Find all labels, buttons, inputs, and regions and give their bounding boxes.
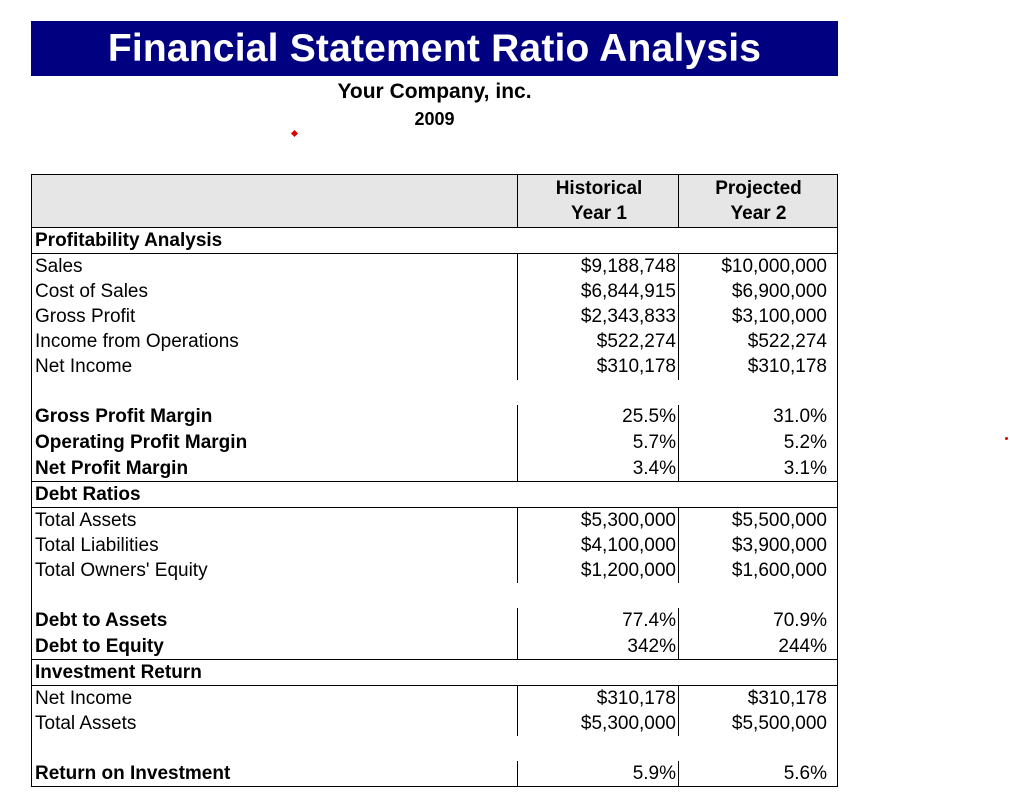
row-value-year2: $5,500,000 xyxy=(731,713,827,734)
row-value-year2: $3,900,000 xyxy=(731,535,827,556)
row-value-year1: $4,100,000 xyxy=(580,535,676,556)
row-value-year1: $310,178 xyxy=(596,688,676,709)
row-value-year2: $522,274 xyxy=(747,331,827,352)
ratio-value-year1: 5.7% xyxy=(632,432,676,453)
row-label: Sales xyxy=(35,256,83,277)
row-label: Gross Profit xyxy=(35,306,136,327)
row-value-year1: $6,844,915 xyxy=(580,281,676,302)
row-value-year2: $3,100,000 xyxy=(731,306,827,327)
row-value-year1: $2,343,833 xyxy=(580,306,676,327)
column-header-projected-line2: Year 2 xyxy=(730,203,787,224)
comment-indicator-icon xyxy=(1005,437,1008,440)
report-title: Financial Statement Ratio Analysis xyxy=(107,26,762,70)
row-label: Income from Operations xyxy=(35,331,239,352)
row-value-year2: $310,178 xyxy=(747,356,827,377)
comment-indicator-icon xyxy=(291,130,298,137)
row-value-year2: $5,500,000 xyxy=(731,510,827,531)
row-label: Total Liabilities xyxy=(35,535,159,556)
ratio-value-year2: 3.1% xyxy=(783,458,827,479)
ratio-label: Net Profit Margin xyxy=(35,458,189,479)
report-title-banner xyxy=(31,21,838,76)
ratio-value-year1: 77.4% xyxy=(622,610,676,631)
ratio-value-year1: 3.4% xyxy=(632,458,676,479)
ratio-label: Return on Investment xyxy=(35,763,231,784)
section-divider xyxy=(32,481,837,482)
section-heading-profitability: Profitability Analysis xyxy=(35,230,223,251)
ratio-value-year2: 244% xyxy=(778,636,827,657)
ratio-value-year2: 5.6% xyxy=(783,763,827,784)
row-label: Cost of Sales xyxy=(35,281,148,302)
ratio-table xyxy=(31,174,838,787)
ratio-value-year1: 25.5% xyxy=(622,406,676,427)
ratio-value-year1: 342% xyxy=(627,636,676,657)
ratio-value-year2: 5.2% xyxy=(783,432,827,453)
row-value-year2: $1,600,000 xyxy=(731,560,827,581)
row-value-year2: $10,000,000 xyxy=(721,256,827,277)
row-label: Total Assets xyxy=(35,713,137,734)
row-value-year1: $522,274 xyxy=(596,331,676,352)
row-value-year2: $6,900,000 xyxy=(731,281,827,302)
column-divider xyxy=(517,175,518,227)
section-heading-debt: Debt Ratios xyxy=(35,484,141,505)
row-label: Net Income xyxy=(35,356,133,377)
row-label: Total Assets xyxy=(35,510,137,531)
ratio-value-year2: 31.0% xyxy=(773,406,827,427)
row-value-year1: $5,300,000 xyxy=(580,713,676,734)
ratio-label: Gross Profit Margin xyxy=(35,406,213,427)
column-header-historical-line1: Historical xyxy=(555,178,643,199)
ratio-label: Operating Profit Margin xyxy=(35,432,248,453)
row-value-year1: $5,300,000 xyxy=(580,510,676,531)
row-value-year1: $9,188,748 xyxy=(580,256,676,277)
section-heading-investment: Investment Return xyxy=(35,662,202,683)
row-label: Total Owners' Equity xyxy=(35,560,208,581)
column-header-historical-line2: Year 1 xyxy=(571,203,627,224)
ratio-label: Debt to Equity xyxy=(35,636,164,657)
row-label: Net Income xyxy=(35,688,133,709)
company-name: Your Company, inc. xyxy=(337,80,532,103)
row-value-year1: $310,178 xyxy=(596,356,676,377)
ratio-label: Debt to Assets xyxy=(35,610,168,631)
report-year: 2009 xyxy=(414,109,455,129)
ratio-value-year2: 70.9% xyxy=(773,610,827,631)
ratio-value-year1: 5.9% xyxy=(632,763,676,784)
row-value-year2: $310,178 xyxy=(747,688,827,709)
row-value-year1: $1,200,000 xyxy=(580,560,676,581)
column-header-projected-line1: Projected xyxy=(715,178,802,199)
